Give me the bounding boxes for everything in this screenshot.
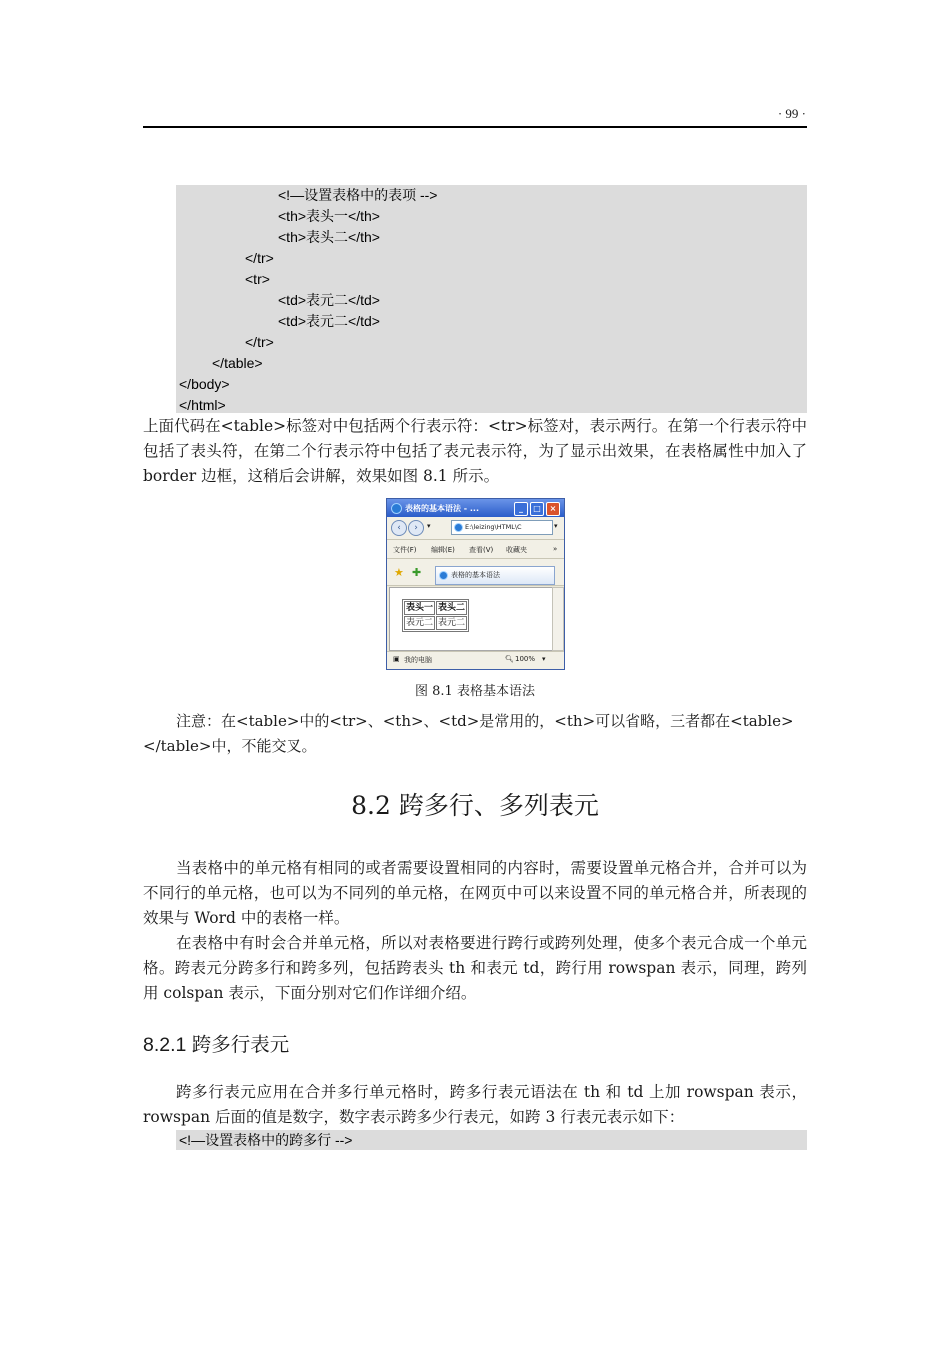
code-line: </body>	[179, 376, 230, 392]
browser-window-figure	[386, 498, 565, 670]
ie-icon	[391, 503, 402, 514]
computer-icon: ▣	[393, 655, 400, 663]
code-line: </tr>	[245, 250, 274, 266]
demo-table-header: 表头二	[438, 603, 466, 613]
header-rule	[143, 126, 807, 128]
close-icon[interactable]: ×	[546, 502, 560, 516]
note-paragraph: 注意：在<table>中的<tr>、<th>、<td>是常用的，<th>可以省略，三者都在<table></table>中，不能交叉。	[143, 712, 794, 755]
code-block	[176, 1130, 807, 1150]
history-dropdown-icon[interactable]: ▾	[427, 522, 431, 530]
subsection-heading: 8.2.1 跨多行表元	[143, 1034, 290, 1056]
code-block	[176, 185, 807, 413]
section-heading: 8.2 跨多行、多列表元	[351, 791, 599, 820]
code-line: <th>表头一</th>	[278, 208, 380, 224]
favorites-star-icon[interactable]: ★	[394, 566, 404, 579]
menu-favorites[interactable]: 收藏夹	[506, 546, 527, 554]
vertical-scrollbar[interactable]	[552, 587, 564, 651]
zoom-icon[interactable]: 🔍︎	[505, 655, 514, 663]
body-paragraph: 当表格中的单元格有相同的或者需要设置相同的内容时，需要设置单元格合并，合并可以为不同行的单元格，也可以为不同列的单元格，在网页中可以来设置不同的单元格合并，所表现的效果与 Word 中的表格一样。 在表格中有时会合并单元格，所以对表格要进行跨行或跨列处理，使多个表元合成一个单元格。跨表元分跨多行和跨多列，包括跨表头 th 和表元 td，跨行用 rowspan 表示，同理，跨列用 colspan 表示，下面分别对它们作详细介绍。	[143, 859, 807, 1002]
demo-table-cell: 表元二	[406, 618, 434, 628]
zoom-dropdown-icon[interactable]: ▾	[542, 655, 546, 663]
tab-page-icon	[439, 571, 448, 580]
code-line: <td>表元二</td>	[278, 313, 380, 329]
navigation-bar	[387, 517, 564, 540]
code-line: <th>表头二</th>	[278, 229, 380, 245]
add-favorite-icon[interactable]: ✚	[412, 566, 422, 579]
back-icon[interactable]: ‹	[391, 520, 407, 536]
favorites-bar	[387, 559, 564, 586]
code-line: </tr>	[245, 334, 274, 350]
body-paragraph: 上面代码在<table>标签对中包括两个行表示符：<tr>标签对，表示两行。在第一个行表示符中包括了表头符，在第二个行表示符中包括了表元表示符，为了显示出效果，在表格属性中加入了 border 边框，这稍后会讲解，效果如图 8.1 所示。	[143, 417, 807, 485]
menu-bar	[387, 540, 564, 559]
figure-caption: 图 8.1 表格基本语法	[415, 684, 535, 699]
window-title: 表格的基本语法 - ...	[405, 504, 480, 513]
tab-current-page[interactable]: 表格的基本语法	[435, 566, 555, 585]
maximize-icon[interactable]: □	[530, 502, 544, 516]
status-bar	[387, 651, 564, 669]
demo-table	[402, 599, 469, 632]
address-dropdown-icon[interactable]: ▾	[554, 522, 558, 530]
page-number: · 99 ·	[777, 106, 806, 121]
code-line: <!—设置表格中的跨多行 -->	[179, 1132, 353, 1148]
page-icon	[454, 523, 463, 532]
code-line: </html>	[179, 397, 226, 413]
menu-more[interactable]: »	[553, 545, 558, 553]
page-content	[389, 587, 553, 651]
code-line: <td>表元二</td>	[278, 292, 380, 308]
window-titlebar	[387, 499, 564, 517]
menu-edit[interactable]: 编辑(E)	[431, 546, 455, 554]
code-line: <!—设置表格中的表项 -->	[278, 187, 438, 203]
forward-icon[interactable]: ›	[408, 520, 424, 536]
menu-file[interactable]: 文件(F)	[393, 546, 417, 554]
code-line: </table>	[212, 355, 263, 371]
code-line: <tr>	[245, 271, 270, 287]
menu-view[interactable]: 查看(V)	[469, 546, 494, 554]
body-paragraph: 跨多行表元应用在合并多行单元格时，跨多行表元语法在 th 和 td 上加 rowspan 表示，rowspan 后面的值是数字，数字表示跨多少行表元，如跨 3 行表元表示如下：	[143, 1083, 807, 1126]
minimize-icon[interactable]: _	[514, 502, 528, 516]
demo-table-cell: 表元二	[438, 618, 466, 628]
demo-table-header: 表头一	[406, 603, 434, 613]
address-field[interactable]: E:\leizing\HTML\C	[451, 520, 553, 535]
status-zone: 我的电脑	[404, 656, 432, 664]
zoom-level[interactable]: 100%	[515, 655, 536, 663]
